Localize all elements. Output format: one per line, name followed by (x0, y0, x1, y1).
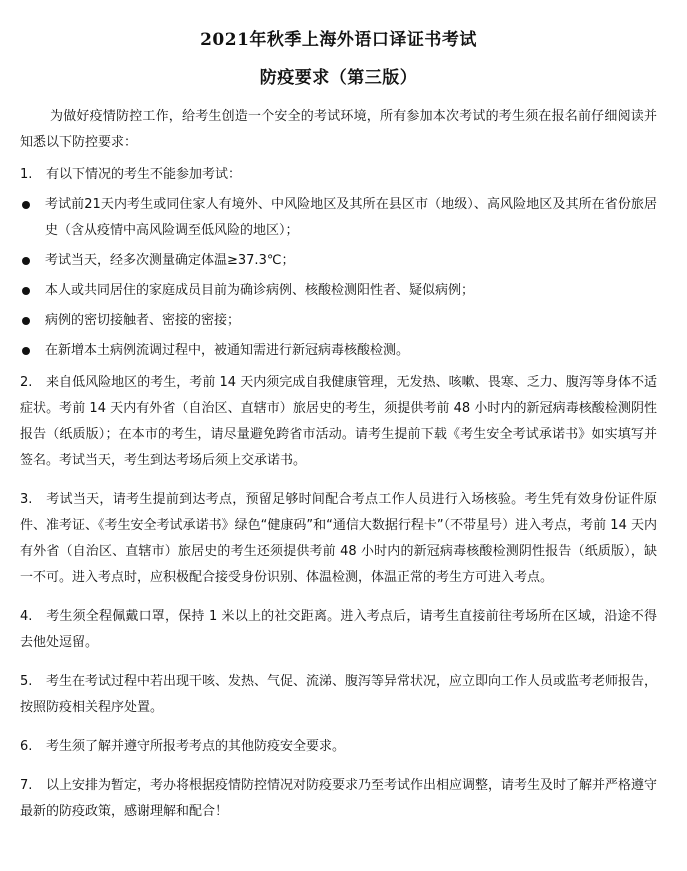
item-text: 考生在考试过程中若出现干咳、发热、气促、流涕、腹泻等异常状况，应立即向工作人员或监考老师报告，按照防疫相关程序处置。 (20, 674, 658, 715)
bullet-dot-icon (22, 257, 30, 265)
item-3 (20, 487, 657, 591)
item-6 (20, 734, 657, 760)
item-number: 5. (20, 674, 33, 689)
bullet-item (20, 338, 657, 364)
bullet-dot-icon (22, 347, 30, 355)
document-title: 2021年秋季上海外语口译证书考试 (200, 30, 477, 50)
item-2 (20, 370, 657, 474)
item-1 (20, 162, 657, 188)
item-text: 以上安排为暂定，考办将根据疫情防控情况对防疫要求乃至考试作出相应调整，请考生及时了解并严格遵守最新的防疫政策，感谢理解和配合！ (20, 778, 658, 819)
bullet-item (20, 192, 657, 244)
bullet-list (20, 192, 657, 364)
bullet-item (20, 248, 657, 274)
bullet-item (20, 308, 657, 334)
bullet-dot-icon (22, 201, 30, 209)
item-number: 7. (20, 778, 33, 793)
item-5 (20, 669, 657, 721)
bullet-text: 病例的密切接触者、密接的密接； (45, 313, 241, 328)
document-subtitle: 防疫要求（第三版） (259, 68, 418, 88)
item-number: 1. (20, 167, 33, 182)
item-number: 2. (20, 375, 33, 390)
item-number: 4. (20, 609, 33, 624)
bullet-text: 在新增本土病例流调过程中，被通知需进行新冠病毒核酸检测。 (45, 343, 410, 358)
bullet-text: 考试当天，经多次测量确定体温≥37.3℃； (45, 253, 295, 268)
item-text: 考试当天，请考生提前到达考点，预留足够时间配合考点工作人员进行入场核验。考生凭有效身份证件原件、准考证、《考生安全考试承诺书》绿色“健康码”和“通信大数据行程卡”（不带星号）进入考点，考前 14 天内有外省（自治区、直辖市）旅居史的考生还须提供考前 48 小时内的新冠病毒核酸检测阴性报告（纸质版），缺一不可。进入考点时，应积极配合接受身份识别、体温检测，体温正常的考生方可进入考点。 (20, 492, 657, 585)
item-text: 有以下情况的考生不能参加考试： (46, 167, 242, 182)
item-7 (20, 773, 657, 825)
item-number: 6. (20, 739, 33, 754)
item-text: 考生须全程佩戴口罩，保持 1 米以上的社交距离。进入考点后，请考生直接前往考场所在区域，沿途不得去他处逗留。 (20, 609, 657, 650)
intro-paragraph: 为做好疫情防控工作，给考生创造一个安全的考试环境，所有参加本次考试的考生须在报名前仔细阅读并知悉以下防控要求： (20, 109, 657, 150)
bullet-text: 本人或共同居住的家庭成员目前为确诊病例、核酸检测阳性者、疑似病例； (45, 283, 475, 298)
bullet-dot-icon (22, 287, 30, 295)
bullet-text: 考试前21天内考生或同住家人有境外、中风险地区及其所在县区市（地级）、高风险地区及其所在省份旅居史（含从疫情中高风险调至低风险的地区）； (45, 197, 657, 238)
item-4 (20, 604, 657, 656)
item-number: 3. (20, 492, 33, 507)
item-text: 考生须了解并遵守所报考考点的其他防疫安全要求。 (46, 739, 346, 754)
item-text: 来自低风险地区的考生，考前 14 天内须完成自我健康管理，无发热、咳嗽、畏寒、乏力、腹泻等身体不适症状。考前 14 天内有外省（自治区、直辖市）旅居史的考生，须提供考前 48 小时内的新冠病毒核酸检测阴性报告（纸质版）；在本市的考生，请尽量避免跨省市活动。请考生提前下载《考生安全考试承诺书》如实填写并签名。考试当天，考生到达考场后须上交承诺书。 (20, 375, 657, 468)
bullet-item (20, 278, 657, 304)
bullet-dot-icon (22, 317, 30, 325)
